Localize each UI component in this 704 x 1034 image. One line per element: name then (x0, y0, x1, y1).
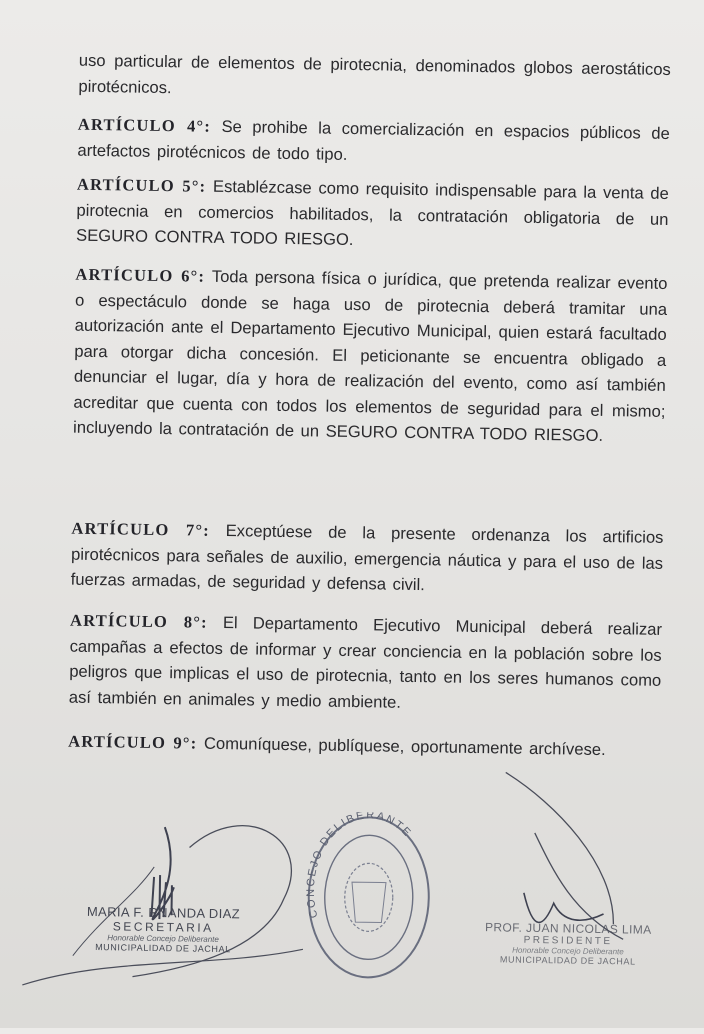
article-4 (77, 112, 670, 172)
article-7-heading: ARTÍCULO 7°: (71, 518, 211, 540)
article-6-text: Toda persona física o jurídica, que pretenda realizar evento o espectáculo donde se haga uso de pirotecnia deberá tramitar una autorización ante el Departamento Ejecutivo Municipal, quien estará facultado para otorgar dicha concesión. El peticionante se encuentra obligado a denunciar el lugar, día y hora de realización del evento, como así también acreditar que cuenta con todos los elementos de seguridad para el mismo; incluyendo la contratación de un SEGURO CONTRA TODO RIESGO. (72, 266, 668, 445)
seal-ring-text: CONCEJO DELIBERANTE (304, 811, 414, 920)
right-signer-title: PRESIDENTE (523, 934, 613, 948)
article-5 (76, 172, 669, 258)
left-signer-title: SECRETARIA (112, 919, 214, 935)
article-9 (68, 729, 660, 764)
article-4-text: Se prohibe la comercialización en espacios públicos de artefactos pirotécnicos de todo tipo. (77, 116, 670, 164)
intro-text: uso particular de elementos de pirotecnia, denominados globos aerostáticos pirotécnicos. (78, 50, 671, 97)
article-9-heading: ARTÍCULO 9°: (68, 731, 198, 753)
article-5-text: Establézcase como requisito indispensable para la venta de pirotecnia en comercios habilitados, la contratación obligatoria de un SEGURO CONTRA TODO RIESGO. (75, 176, 670, 250)
article-8-heading: ARTÍCULO 8°: (69, 610, 208, 632)
left-signer-municipality: MUNICIPALIDAD DE JACHAL (95, 942, 231, 955)
article-9-text: Comuníquese, publíquese, oportunamente archívese. (197, 733, 606, 760)
official-seal (302, 811, 435, 983)
article-8-text: El Departamento Ejecutivo Municipal deberá realizar campañas a efectos de informar y crear conciencia en la población sobre los peligros que implicas el uso de pirotecnia, tanto en los seres humanos como así también en animales y medio ambiente. (68, 612, 663, 712)
right-signer-municipality: MUNICIPALIDAD DE JACHAL (499, 954, 636, 967)
article-8 (69, 608, 663, 719)
article-6 (73, 262, 668, 450)
left-signer-body: Honorable Concejo Deliberante (107, 933, 219, 944)
article-5-heading: ARTÍCULO 5°: (76, 174, 207, 196)
article-6-heading: ARTÍCULO 6°: (75, 264, 206, 286)
seal-icon (302, 811, 435, 983)
left-signature-stamp (73, 904, 254, 955)
right-signer-body: Honorable Concejo Deliberante (512, 945, 624, 957)
left-signer-name: MARIA F. RNANDA DIAZ (86, 903, 241, 922)
right-signer-name: PROF. JUAN NICOLAS LIMA (484, 920, 652, 937)
right-signature-stamp (483, 920, 654, 967)
intro-paragraph (78, 48, 671, 108)
article-4-heading: ARTÍCULO 4°: (77, 114, 212, 136)
left-signature-graphic (12, 805, 315, 1000)
article-7-text: Exceptúese de la presente ordenanza los artificios pirotécnicos para señales de auxilio, emergencia náutica y para el uso de las fuerzas armadas, de seguridad y defensa civil. (70, 520, 664, 595)
article-7 (71, 516, 664, 602)
